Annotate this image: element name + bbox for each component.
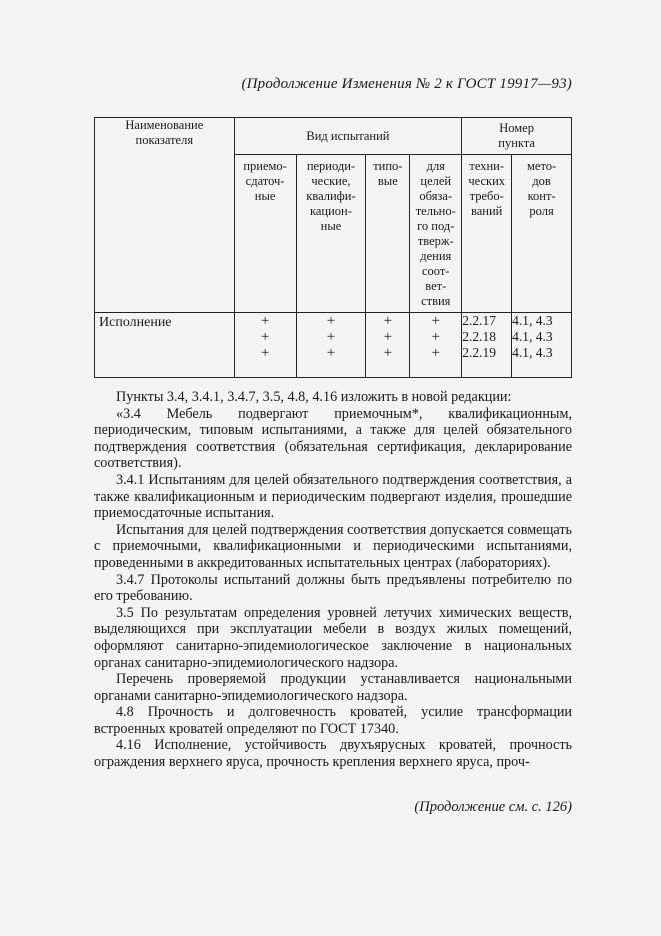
- paragraph: «3.4 Мебель подвергают приемочным*, квалификационным, периодическим, типовым испытаниями, а также для целей обязательного подтверждения соответствия (обязательная сертификация, декларирование соответствия).: [94, 405, 572, 472]
- paragraph: 4.8 Прочность и долговечность кроватей, усилие трансформации встроенных кроватей определяют по ГОСТ 17340.: [94, 704, 572, 737]
- paragraph: 3.4.1 Испытаниям для целей обязательного подтверждения соответствия, а также квалификационным и периодическим подвергают изделия, прошедшие приемосдаточные испытания.: [94, 471, 572, 522]
- test-type-group-header: Вид испытаний: [234, 118, 462, 155]
- paragraph: Испытания для целей подтверждения соответствия допускается совмещать с приемочными, квалификационными и периодическими испытаниями, проведенными в аккредитованных испытательных центрах (лабораториях).: [94, 521, 572, 571]
- page-footer: (Продолжение см. с. 126): [414, 799, 572, 815]
- paragraph: 4.16 Исполнение, устойчивость двухъярусных кроватей, прочность ограждения верхнего яруса, прочность крепления верхнего яруса, проч-: [94, 737, 572, 771]
- col-header-technical-requirements: техни- ческих требо- ваний: [462, 155, 512, 313]
- page-header: (Продолжение Изменения № 2 к ГОСТ 19917—93): [241, 76, 572, 92]
- cell-conformity: + + +: [410, 313, 462, 378]
- cell-periodic: + + +: [296, 313, 366, 378]
- row-name: Исполнение: [95, 313, 235, 378]
- clause-number-group-header: Номер пункта: [462, 118, 572, 155]
- col-header-conformity: для целей обяза- тельно- го под- тверж- дения соот- вет- ствия: [410, 155, 462, 313]
- paragraph: Пункты 3.4, 3.4.1, 3.4.7, 3.5, 4.8, 4.16 изложить в новой редакции:: [116, 389, 512, 405]
- col-header-type: типо- вые: [366, 155, 410, 313]
- test-types-table: [94, 117, 572, 378]
- cell-technical-requirements: 2.2.17 2.2.18 2.2.19: [462, 313, 512, 378]
- paragraph: 3.4.7 Протоколы испытаний должны быть предъявлены потребителю по его требованию.: [94, 571, 572, 605]
- body-text: [94, 389, 572, 771]
- paragraph: Перечень проверяемой продукции устанавливается национальными органами санитарно-эпидемиологического надзора.: [94, 671, 572, 704]
- table-row: [95, 313, 572, 378]
- indicator-name-header: Наименование показателя: [95, 118, 235, 313]
- col-header-acceptance: приемо- сдаточ- ные: [234, 155, 296, 313]
- col-header-periodic: периоди- ческие, квалифи- кацион- ные: [296, 155, 366, 313]
- paragraph: 3.5 По результатам определения уровней летучих химических веществ, выделяющихся при эксплуатации мебели в воздух жилых помещений, оформляют санитарно-эпидемиологическое заключение в национальных органах санитарно-эпидемиологического надзора.: [94, 604, 572, 671]
- cell-control-methods: 4.1, 4.3 4.1, 4.3 4.1, 4.3: [512, 313, 572, 378]
- cell-acceptance: + + +: [234, 313, 296, 378]
- cell-type: + + +: [366, 313, 410, 378]
- col-header-control-methods: мето- дов конт- роля: [512, 155, 572, 313]
